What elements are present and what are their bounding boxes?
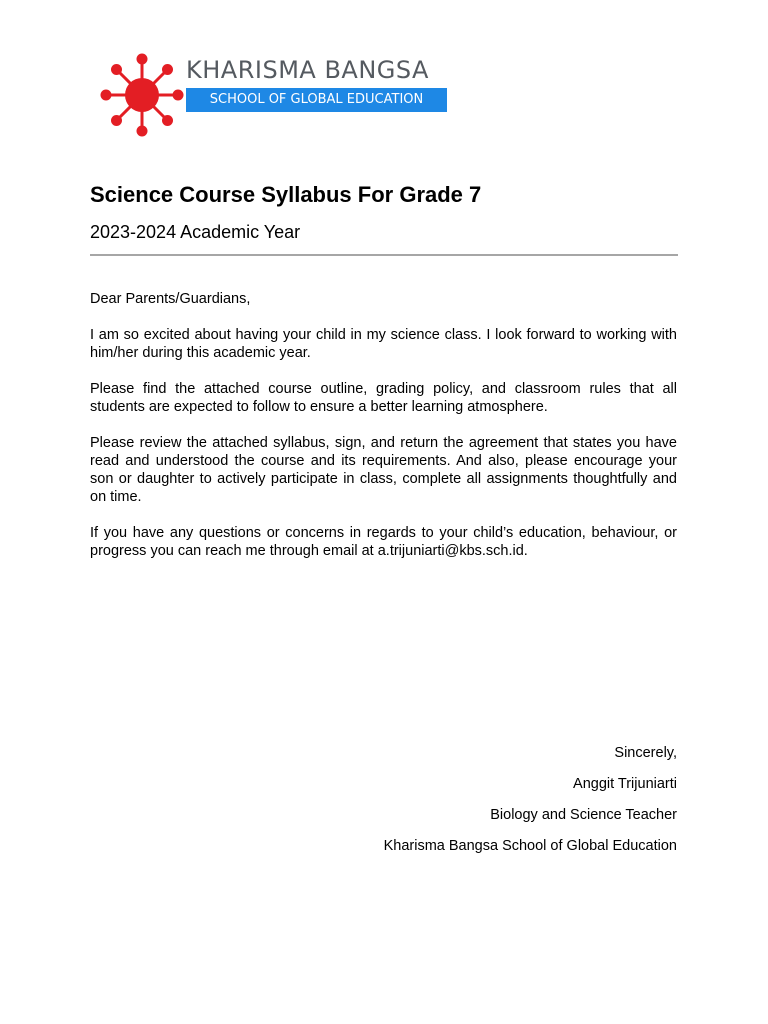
letter-salutation: Dear Parents/Guardians, xyxy=(90,291,251,307)
virus-logo-icon xyxy=(100,52,184,138)
signature-role: Biology and Science Teacher xyxy=(490,807,677,823)
signature-block xyxy=(384,744,677,868)
letter-paragraph: I am so excited about having your child in my science class. I look forward to working with him/her during this academic year. xyxy=(90,327,677,361)
signature-closing: Sincerely, xyxy=(614,745,677,761)
signature-school: Kharisma Bangsa School of Global Education xyxy=(383,838,677,854)
letter-paragraph: Please review the attached syllabus, sign, and return the agreement that states you have read and understood the course and its requirements. And also, please encourage your son or daughter to actively participate in class, complete all assignments thoughtfully and on time. xyxy=(90,435,677,505)
letter-paragraph: If you have any questions or concerns in regards to your child’s education, behaviour, or progress you can reach me through email at a.trijuniarti@kbs.sch.id. xyxy=(90,525,677,559)
logo-tagline: SCHOOL OF GLOBAL EDUCATION xyxy=(186,88,447,112)
document-subtitle: 2023-2024 Academic Year xyxy=(90,222,301,242)
logo-school-name: KHARISMA BANGSA xyxy=(186,56,429,84)
letter-paragraph: Please find the attached course outline, grading policy, and classroom rules that all students are expected to follow to ensure a better learning atmosphere. xyxy=(90,381,677,415)
header-divider xyxy=(90,254,678,256)
school-logo xyxy=(100,52,450,138)
letter-body xyxy=(90,290,677,578)
signature-name: Anggit Trijuniarti xyxy=(573,776,677,792)
document-title: Science Course Syllabus For Grade 7 xyxy=(90,182,482,207)
